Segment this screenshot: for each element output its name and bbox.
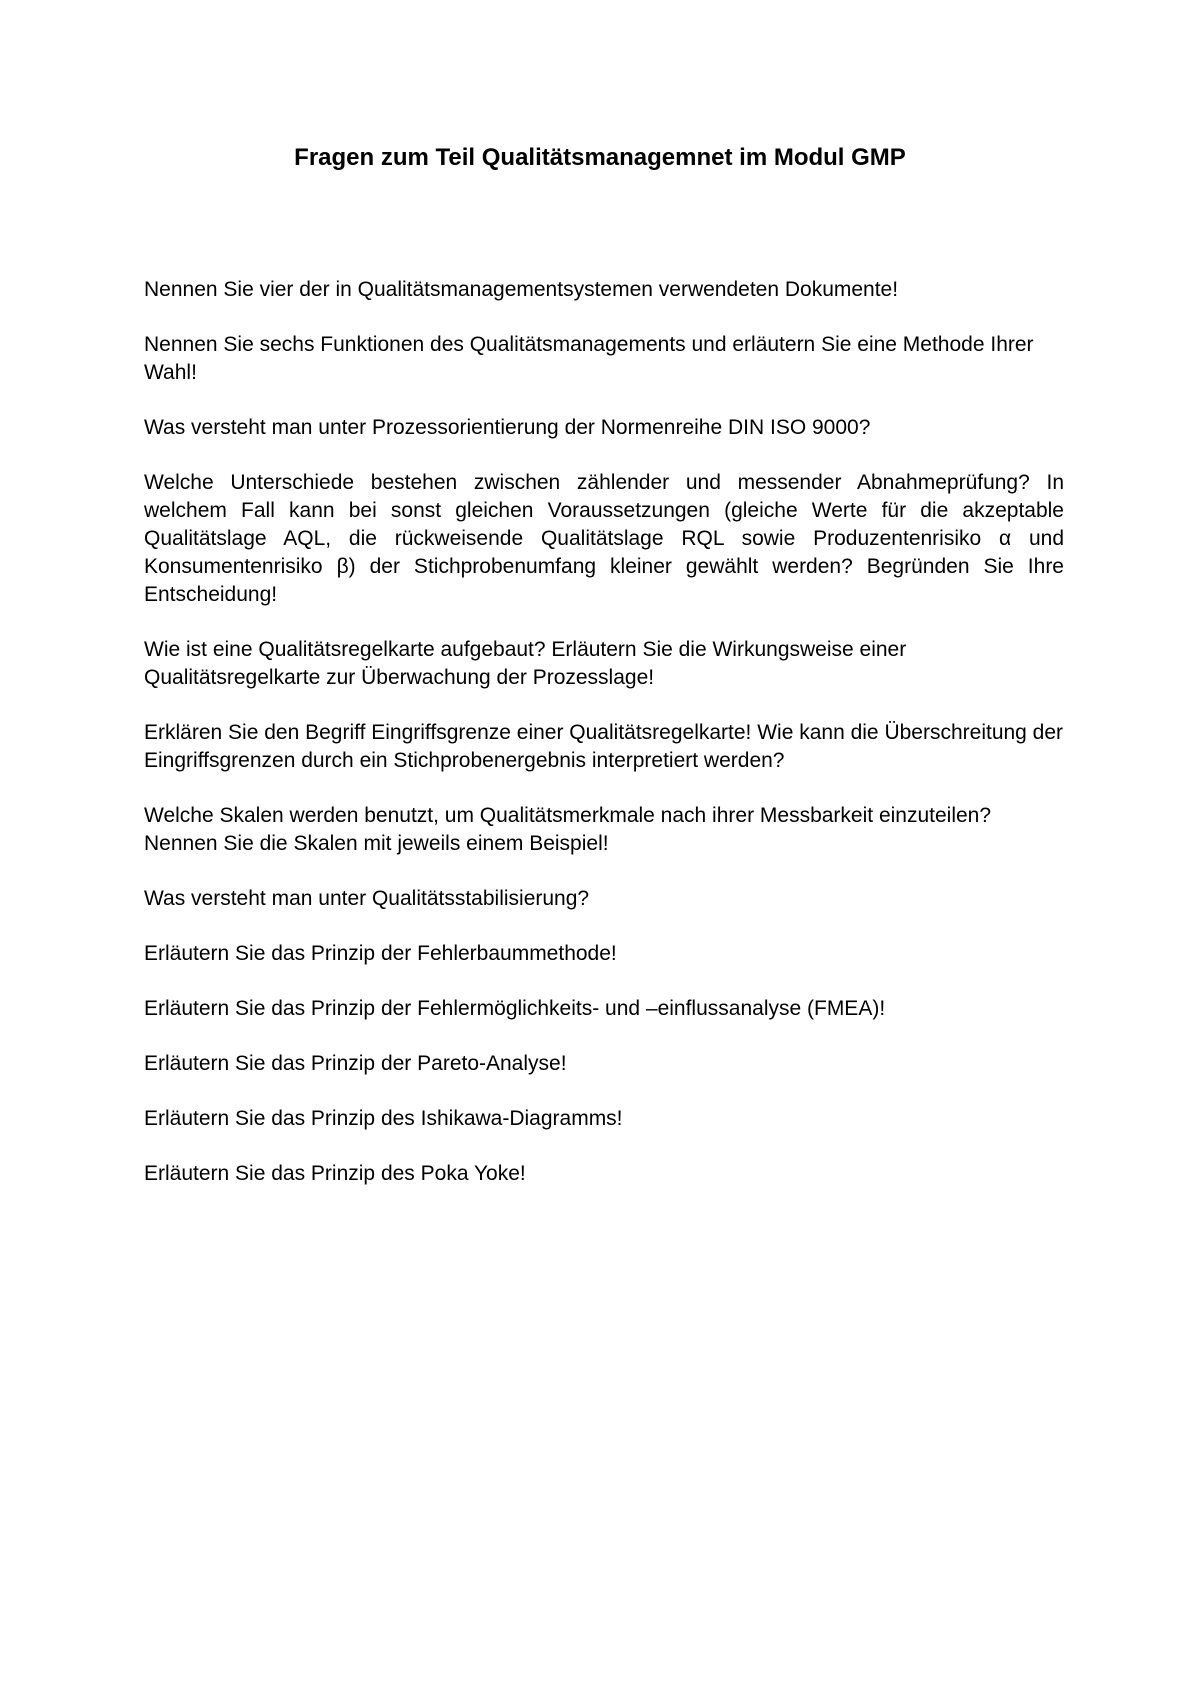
question-item: Was versteht man unter Prozessorientierung der Normenreihe DIN ISO 9000?: [144, 416, 871, 439]
question-item: Was versteht man unter Qualitätsstabilisierung?: [144, 887, 590, 910]
question-item: Erklären Sie den Begriff Eingriffsgrenze einer Qualitätsregelkarte! Wie kann die Überschreitung der Eingriffsgrenzen durch ein Stichprobenergebnis interpretiert werden?: [144, 721, 1064, 772]
question-item: Welche Unterschiede bestehen zwischen zählender und messender Abnahmeprüfung? In welchem Fall kann bei sonst gleichen Voraussetzungen (gleiche Werte für die akzeptable Qualitätslage AQL, die rückweisende Qualitätslage RQL sowie Produzentenrisiko α und Konsumentenrisiko β) der Stichprobenumfang kleiner gewählt werden? Begründen Sie Ihre Entscheidung!: [144, 471, 1064, 606]
document-title: Fragen zum Teil Qualitätsmanagemnet im Modul GMP: [294, 144, 906, 171]
question-item: Welche Skalen werden benutzt, um Qualitätsmerkmale nach ihrer Messbarkeit einzuteilen? Nennen Sie die Skalen mit jeweils einem Beispiel!: [144, 804, 992, 855]
question-item: Erläutern Sie das Prinzip des Poka Yoke!: [144, 1162, 526, 1185]
question-list: [144, 276, 1064, 1215]
question-item: Erläutern Sie das Prinzip des Ishikawa-Diagramms!: [144, 1107, 623, 1130]
question-item: Wie ist eine Qualitätsregelkarte aufgebaut? Erläutern Sie die Wirkungsweise einer Qualitätsregelkarte zur Überwachung der Prozesslage!: [144, 638, 907, 689]
question-item: Erläutern Sie das Prinzip der Fehlerbaummethode!: [144, 942, 617, 965]
question-item: Erläutern Sie das Prinzip der Pareto-Analyse!: [144, 1052, 567, 1075]
question-item: Nennen Sie vier der in Qualitätsmanagementsystemen verwendeten Dokumente!: [144, 278, 899, 301]
question-item: Nennen Sie sechs Funktionen des Qualitätsmanagements und erläutern Sie eine Methode Ihrer Wahl!: [144, 333, 1034, 384]
question-item: Erläutern Sie das Prinzip der Fehlermöglichkeits- und –einflussanalyse (FMEA)!: [144, 997, 886, 1020]
